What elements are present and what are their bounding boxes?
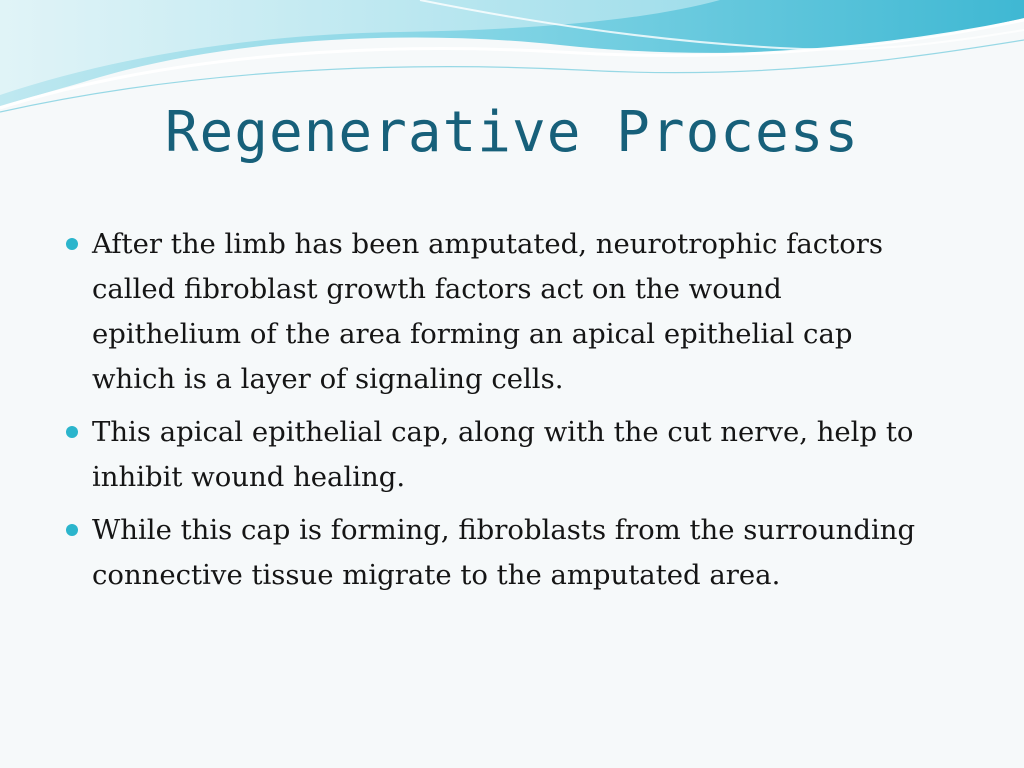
bullet-dot-icon xyxy=(66,238,78,250)
list-item xyxy=(62,222,922,402)
list-item xyxy=(62,508,922,598)
page-title: Regenerative Process xyxy=(164,100,860,165)
bullet-text: While this cap is forming, fibroblasts from the surrounding connective tissue migrate to the amputated area. xyxy=(92,514,916,591)
bullet-text: This apical epithelial cap, along with the cut nerve, help to inhibit wound healing. xyxy=(92,416,914,493)
bullet-text: After the limb has been amputated, neurotrophic factors called fibroblast growth factors act on the wound epithelium of the area forming an apical epithelial cap which is a layer of signaling cells. xyxy=(92,228,884,395)
bullet-dot-icon xyxy=(66,426,78,438)
list-item xyxy=(62,410,922,500)
bullet-dot-icon xyxy=(66,524,78,536)
bullet-list xyxy=(62,222,922,606)
